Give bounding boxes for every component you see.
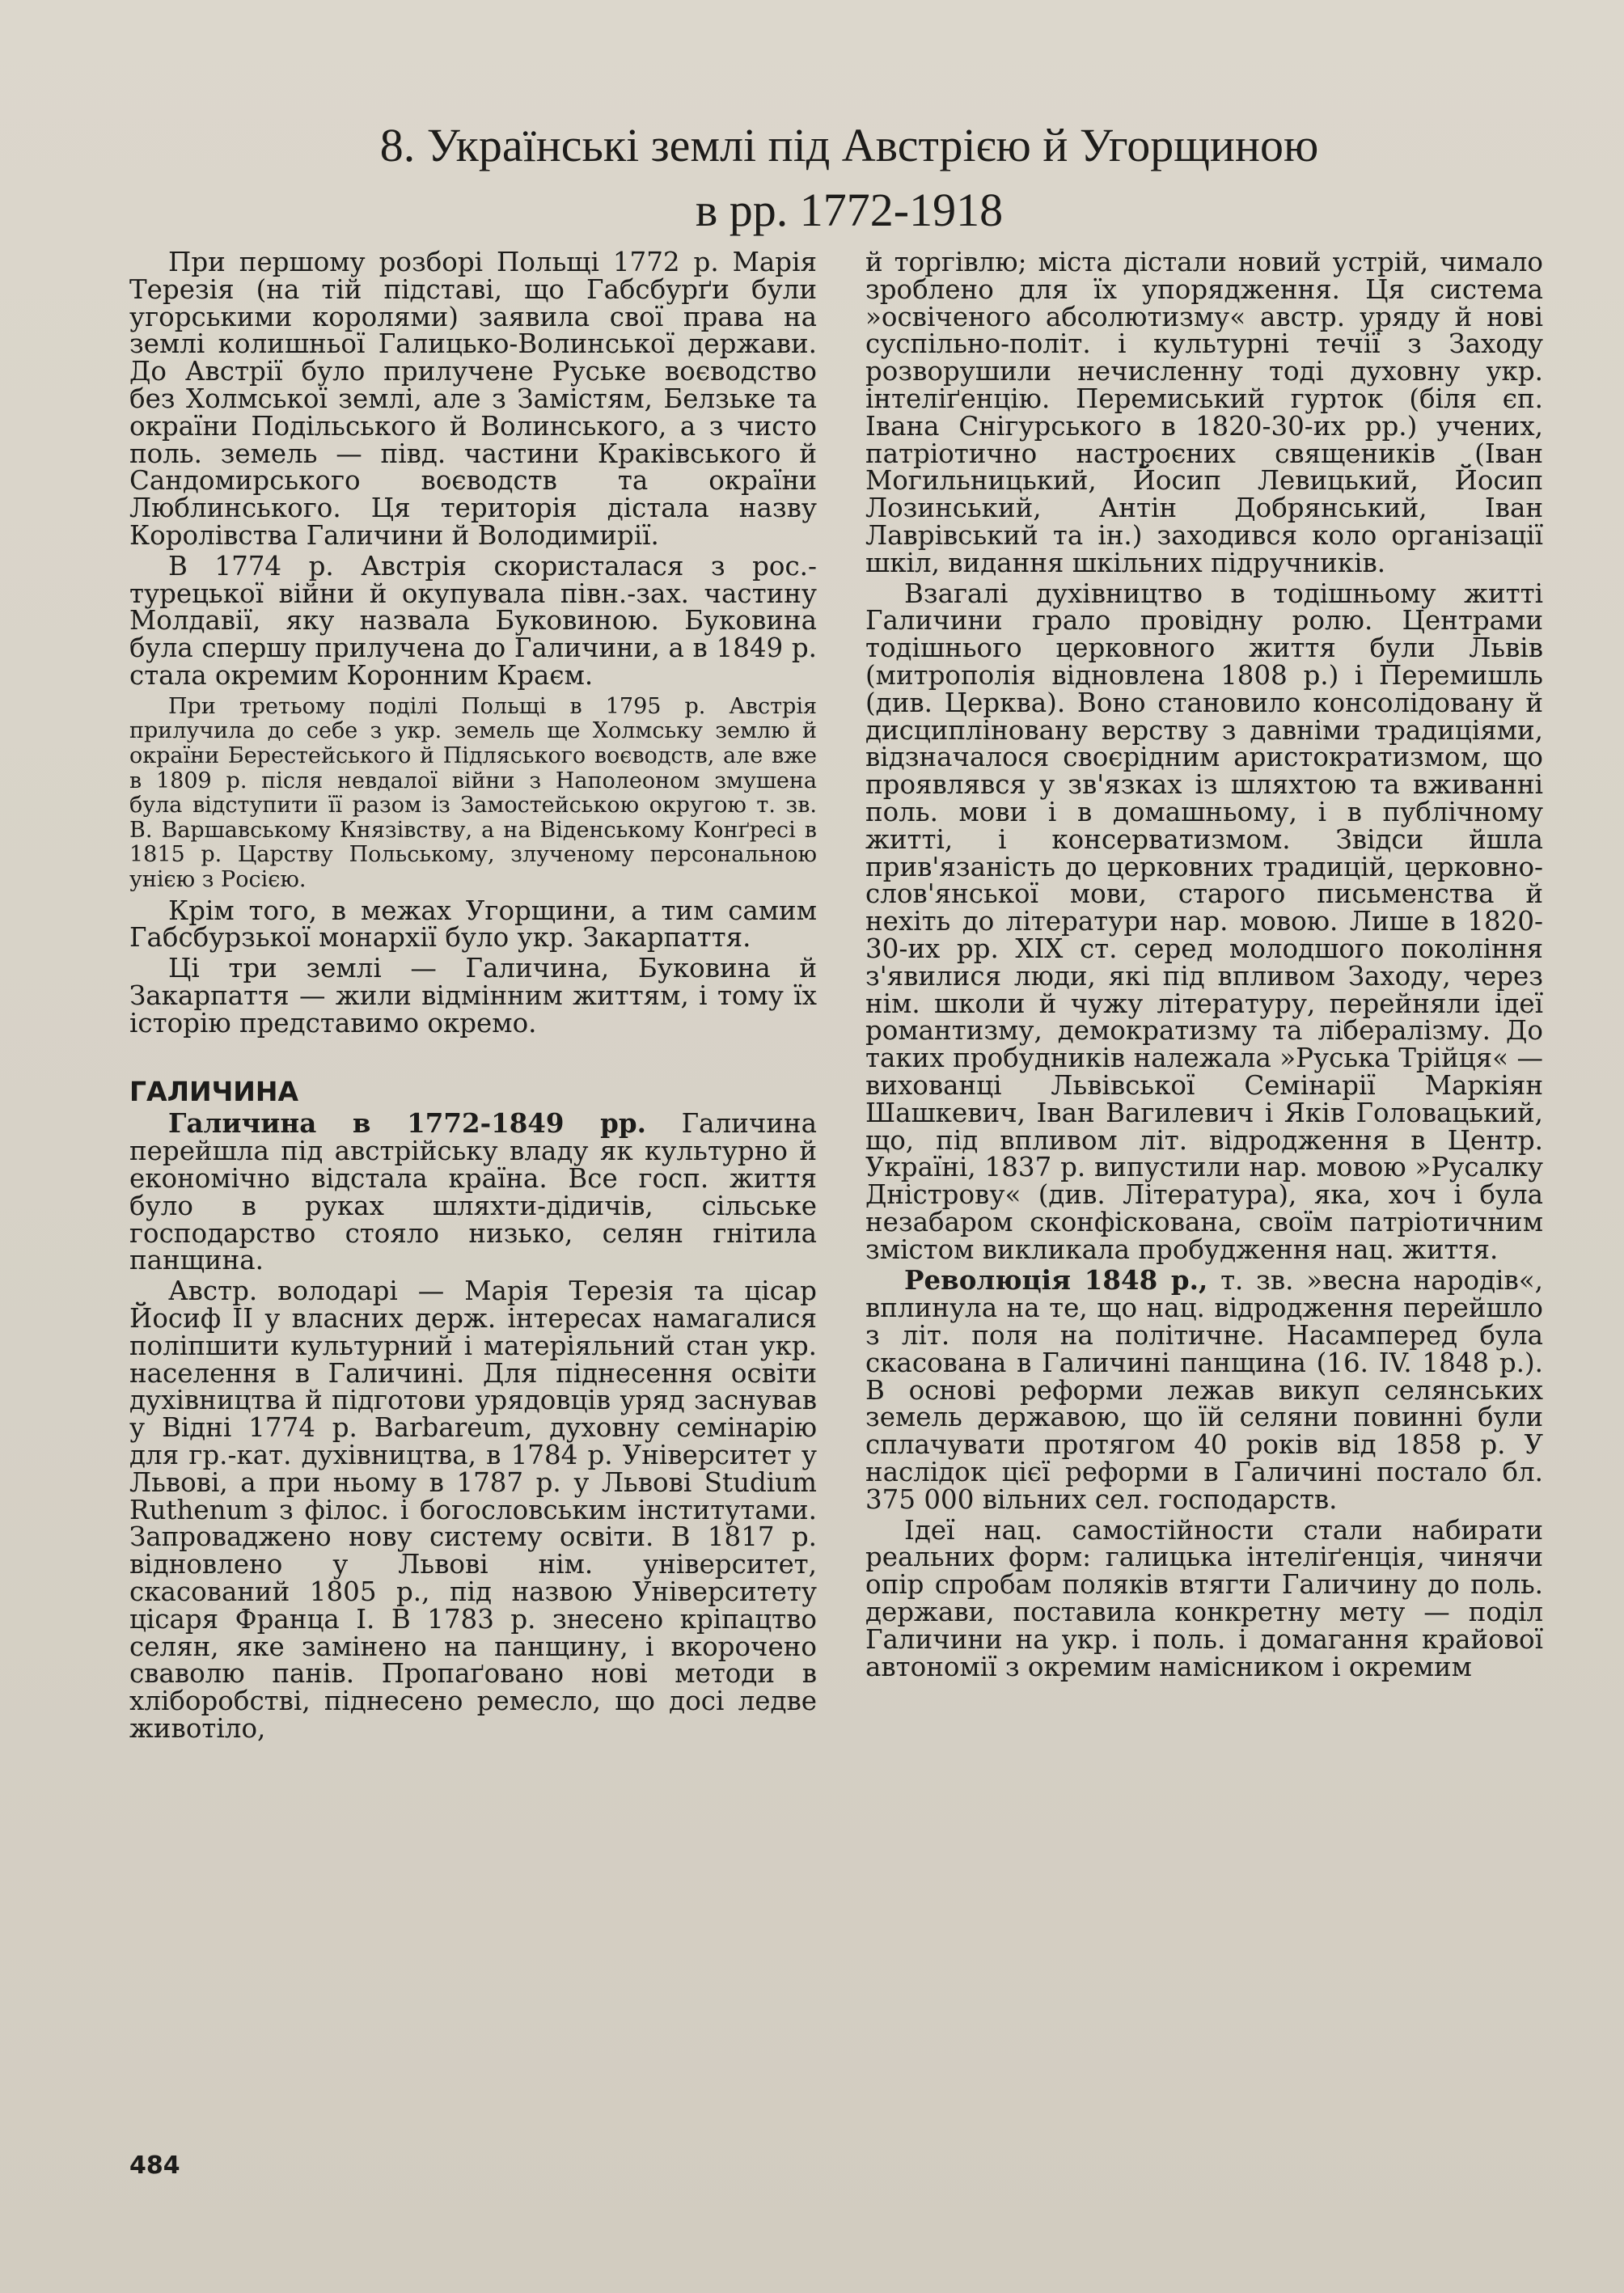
paragraph: й торгівлю; міста дістали новий устрій, чимало зроблено для їх упорядження. Ця система »освіченого абсолютизму« австр. уряду й нові суспільно-політ. і культурні течії з Заходу розворушили нечисленну тоді духовну укр. інтеліґенцію. Перемиський гурток (біля єп. Івана Снігурського в 1820-30-их рр.) учених, патріотично настроєних священиків (Іван Могильницький, Йосип Левицький, Йосип Лозинський, Антін Добрянський, Іван Лаврівський та ін.) заходився коло організації шкіл, видання шкільних підручників. [865,247,1543,578]
paragraph: Взагалі духівництво в тодішньому житті Галичини грало провідну ролю. Центрами тодішнього церковного життя були Львів (митрополія відновлена 1808 р.) і Перемишль (див. Церква). Воно становило консолідовану й дисципліновану верству з давніми традиціями, відзначалося своєрідним аристократизмом, що проявлявся у зв'язках із шляхтою та вживанні поль. мови і в домашньому, і в публічному житті, і консерватизмом. Звідси йшла прив'язаність до церковних традицій, церковно-слов'янської мови, старого письменства й нехіть до літератури нар. мовою. Лише в 1820-30-их рр. XIX ст. серед молодшого покоління з'явилися люди, які під впливом Заходу, через нім. школи й чужу літературу, перейняли ідеї романтизму, демократизму та лібералізму. До таких пробудників належала »Руська Трійця« — вихованці Львівської Семінарії Маркіян Шашкевич, Іван Вагилевич і Яків Головацький, що, під впливом літ. відродження в Центр. Україні, 1837 р. випустили нар. мовою »Русалку Дністрову« (див. Література), яка, хоч і була незабаром сконфіскована, своїм патріотичним змістом викликала пробудження нац. життя. [865,577,1543,1265]
paragraph [865,1264,1544,1515]
paragraph-body: Галичина перейшла під австрійську владу як культурно й економічно відстала країна. Все госп. життя було в руках шляхти-дідичів, сільське господарство стояло низько, селян гнітила панщина. [129,1108,818,1276]
small-print-paragraph: При третьому поділі Польщі в 1795 р. Австрія прилучила до себе з укр. земель ще Холмську землю й окраїни Берестейського й Підляського воєводств, але вже в 1809 р. після невдалої війни з Наполеоном змушена була відступити її разом із Замостейською округою т. зв. В. Варшавському Князівству, а на Віденському Конґресі в 1815 р. Царству Польському, злученому персональною унією з Росією. [129,693,817,892]
paragraph: При першому розборі Польщі 1772 р. Марія Терезія (на тій підставі, що Габсбурґи були угорськими королями) заявила свої права на землі колишньої Галицько-Волинської держави. До Австрії було прилучене Руське воєводство без Холмської землі, але з Замістям, Белзьке та окраїни Подільського й Волинського, а з чисто поль. земель — півд. частини Краківського й Сандомирського воєводств та окраїни Люблинського. Ця територія дістала назву Королівства Галичини й Володимирії. [129,247,817,551]
left-column [129,249,817,1743]
paragraph: Крім того, в межах Угорщини, а тим самим Габсбурзької монархії було укр. Закарпаття. [129,895,817,954]
paragraph: Ці три землі — Галичина, Буковина й Закарпаття — жили відмінним життям, і тому їх історію представимо окремо. [129,953,817,1039]
section-heading: ГАЛИЧИНА [129,1076,299,1108]
paragraph: Австр. володарі — Марія Терезія та цісар Йосиф II у власних держ. інтересах намагалися поліпшити культурний і матеріяльний стан укр. населення в Галичині. Для піднесення освіти духівництва й підготови урядовців уряд заснував у Відні 1774 р. Barbareum, духовну семінарію для гр.-кат. духівництва, в 1784 р. Університет у Львові, а при ньому в 1787 р. у Львові Studium Ruthenum з філос. і богословським інститутами. Запроваджено нову систему освіти. В 1817 р. відновлено у Львові нім. університет, скасований 1805 р., під назвою Університету цісаря Франца I. В 1783 р. знесено кріпацтво селян, яке замінено на панщину, і вкорочено сваволю панів. Пропаґовано нові методи в хліборобстві, піднесено ремесло, що досі ледве животіло, [129,1276,817,1745]
paragraph-lead: Галичина в 1772-1849 рр. [168,1107,646,1140]
right-column [865,249,1543,1681]
paragraph: Ідеї нац. самостійности стали набирати реальних форм: галицька інтеліґенція, чинячи опір спробам поляків втягти Галичину до поль. держави, поставила конкретну мету — поділ Галичини на укр. і поль. і домагання крайової автономії з окремим намісником і окремим [865,1514,1543,1682]
paragraph: В 1774 р. Австрія скористалася з рос.-турецької війни й окупувала півн.-зах. частину Молдавії, яку назвала Буковиною. Буковина була спершу прилучена до Галичини, а в 1849 р. стала окремим Коронним Краєм. [129,550,817,691]
chapter-title-line-1: 8. Українські землі під Австрією й Угорщиною [379,119,1319,171]
paragraph-lead: Революція 1848 р., [904,1264,1208,1297]
paragraph-body: т. зв. »весна народів«, вплинула на те, що нац. відродження перейшло з літ. поля на політичне. Насамперед була скасована в Галичині панщина (16. IV. 1848 р.). В основі реформи лежав викуп селянських земель державою, що їй селяни повинні були сплачувати протягом 40 років від 1858 р. У наслідок цієї реформи в Галичині постало бл. 375 000 вільних сел. господарств. [865,1265,1544,1515]
chapter-title [129,113,1569,243]
chapter-title-line-2: в рр. 1772-1918 [695,184,1004,236]
paragraph [129,1107,818,1276]
page-number: 484 [129,2151,180,2180]
